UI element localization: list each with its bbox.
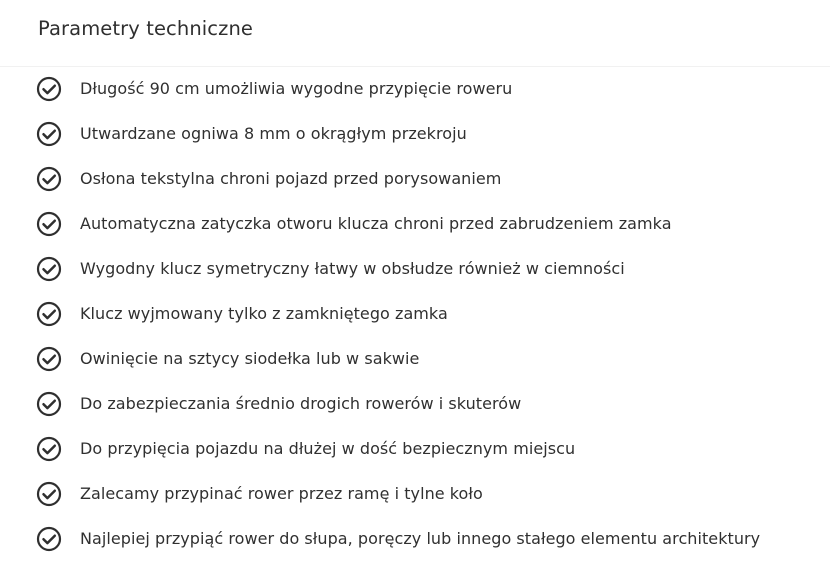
feature-text: Długość 90 cm umożliwia wygodne przypięcie roweru xyxy=(80,78,513,98)
check-circle-icon xyxy=(36,436,62,462)
check-circle-icon xyxy=(36,346,62,372)
feature-item xyxy=(36,66,760,111)
feature-text: Klucz wyjmowany tylko z zamkniętego zamka xyxy=(80,304,448,324)
feature-text: Owinięcie na sztycy siodełka lub w sakwie xyxy=(80,349,420,369)
check-circle-icon xyxy=(36,166,62,192)
feature-text: Do przypięcia pojazdu na dłużej w dość bezpiecznym miejscu xyxy=(80,439,576,459)
feature-item xyxy=(36,246,760,291)
feature-item xyxy=(36,382,760,427)
feature-text: Najlepiej przypiąć rower do słupa, poręczy lub innego stałego elementu architektury xyxy=(80,529,761,549)
feature-text: Osłona tekstylna chroni pojazd przed porysowaniem xyxy=(80,168,502,188)
feature-text: Automatyczna zatyczka otworu klucza chroni przed zabrudzeniem zamka xyxy=(80,213,672,233)
check-circle-icon xyxy=(36,256,62,282)
feature-item xyxy=(36,291,760,336)
check-circle-icon xyxy=(36,481,62,507)
feature-item xyxy=(36,517,760,562)
feature-item xyxy=(36,472,760,517)
check-circle-icon xyxy=(36,121,62,147)
feature-text: Zalecamy przypinać rower przez ramę i tylne koło xyxy=(80,484,483,504)
section-title: Parametry techniczne xyxy=(38,17,254,40)
feature-item xyxy=(36,201,760,246)
check-circle-icon xyxy=(36,526,62,552)
feature-text: Utwardzane ogniwa 8 mm o okrągłym przekroju xyxy=(80,123,467,143)
feature-item xyxy=(36,337,760,382)
check-circle-icon xyxy=(36,76,62,102)
feature-item xyxy=(36,156,760,201)
feature-text: Wygodny klucz symetryczny łatwy w obsłudze również w ciemności xyxy=(80,258,625,278)
check-circle-icon xyxy=(36,391,62,417)
feature-item xyxy=(36,111,760,156)
feature-item xyxy=(36,427,760,472)
features-list xyxy=(36,66,760,562)
check-circle-icon xyxy=(36,301,62,327)
feature-text: Do zabezpieczania średnio drogich rowerów i skuterów xyxy=(80,394,522,414)
check-circle-icon xyxy=(36,211,62,237)
